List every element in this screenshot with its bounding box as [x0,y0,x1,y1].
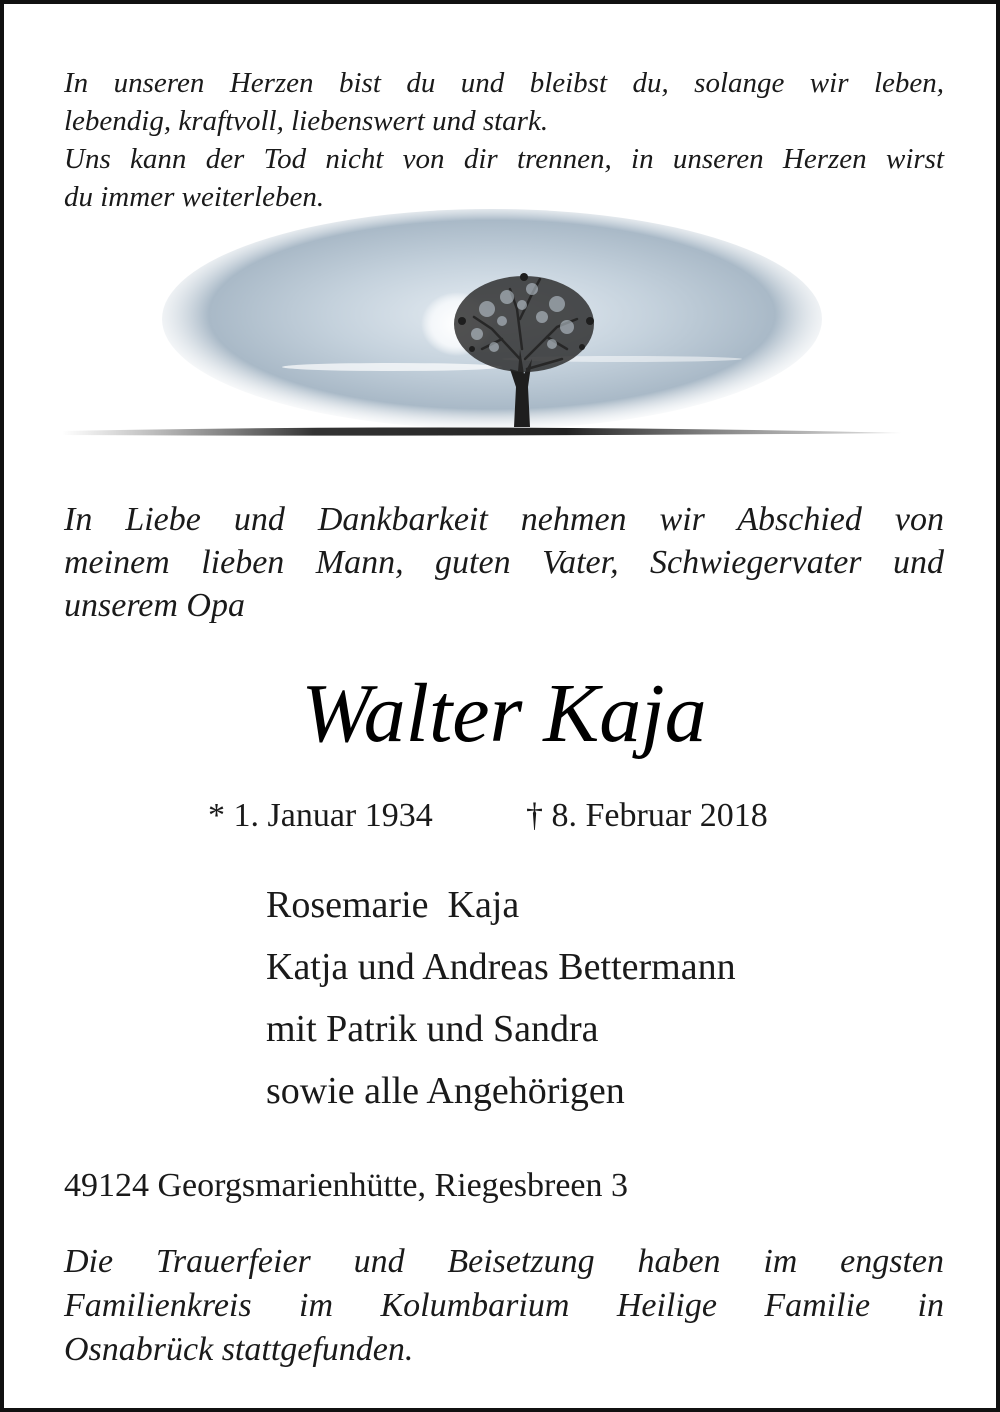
mourner-line: Rosemarie Kaja [266,884,520,926]
address: 49124 Georgsmarienhütte, Riegesbreen 3 [64,1167,629,1204]
poem-line: lebendig, kraftvoll, liebenswert und stark. [64,105,549,137]
intro-text [64,498,944,627]
tree-landscape-icon [62,209,902,454]
funeral-line: Die Trauerfeier und Beisetzung haben im engsten [64,1243,944,1280]
mourner-line: Katja und Andreas Bettermann [266,946,736,988]
mourner-line: sowie alle Angehörigen [266,1070,625,1112]
death-date: † 8. Februar 2018 [526,797,768,834]
funeral-notice [64,1240,944,1372]
funeral-line: Osnabrück stattgefunden. [64,1331,414,1368]
poem-line: Uns kann der Tod nicht von dir trennen, in unseren Herzen wirst [64,143,944,175]
birth-date: * 1. Januar 1934 [208,797,433,834]
poem [64,64,944,216]
intro-line: unserem Opa [64,587,245,624]
intro-line: meinem lieben Mann, guten Vater, Schwiegervater und [64,544,944,581]
poem-line: In unseren Herzen bist du und bleibst du, solange wir leben, [64,67,944,99]
poem-line: du immer weiterleben. [64,181,325,213]
mourners-list [266,874,966,1122]
mourner-line: mit Patrik und Sandra [266,1008,599,1050]
intro-line: In Liebe und Dankbarkeit nehmen wir Abschied von [64,501,944,538]
deceased-name: Walter Kaja [301,667,707,760]
funeral-line: Familienkreis im Kolumbarium Heilige Familie in [64,1287,944,1324]
